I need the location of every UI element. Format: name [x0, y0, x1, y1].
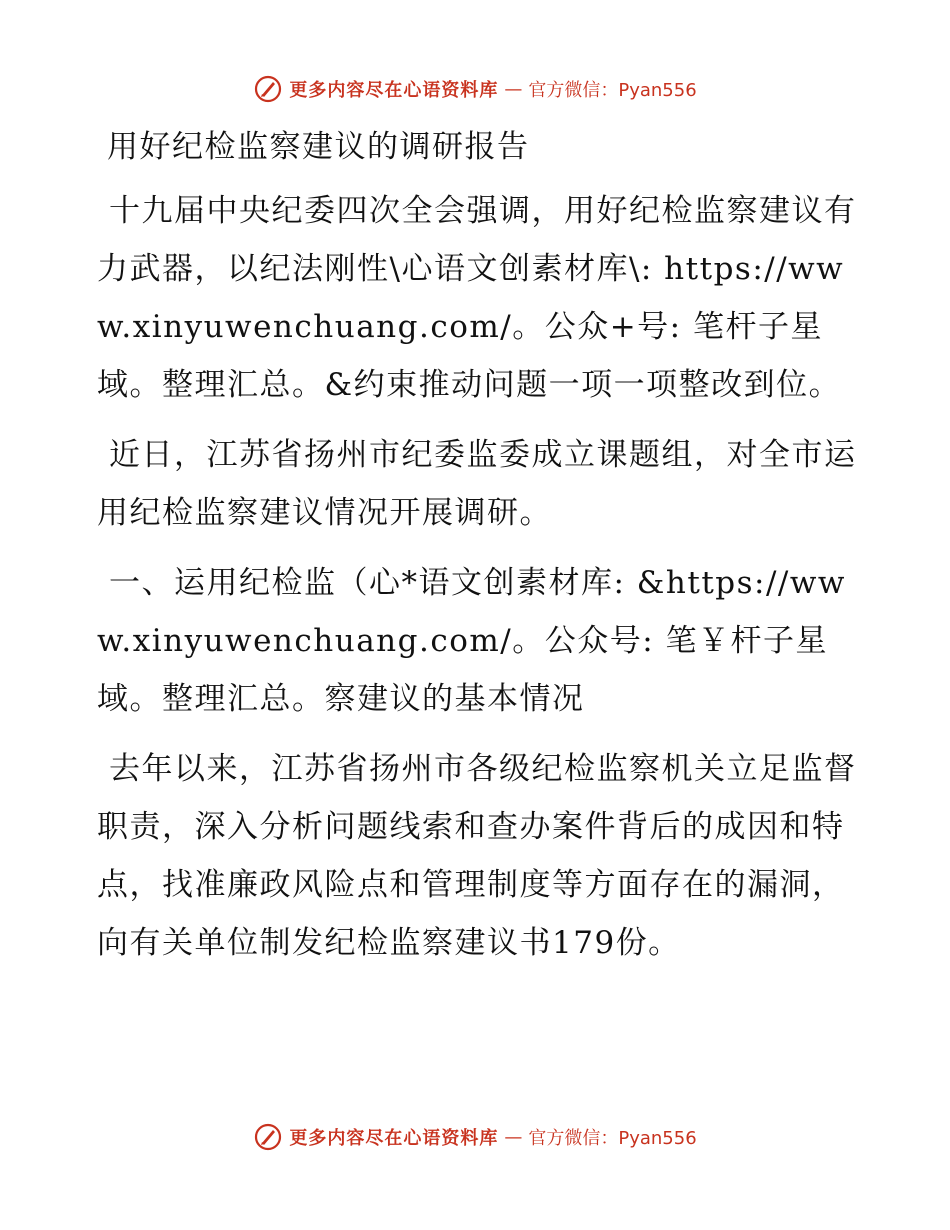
quill-seal-icon: [253, 1122, 283, 1152]
watermark-wechat: 官方微信：Pyan556: [528, 80, 697, 101]
watermark-separator: —: [504, 78, 523, 100]
watermark-brand: 更多内容尽在心语资料库: [289, 80, 499, 101]
paragraph: 一、运用纪检监（心*语文创素材库: &https://www.xinyuwenchuang.com/。公众号: 笔￥杆子星域。整理汇总。察建议的基本情况: [97, 565, 846, 717]
watermark-separator: —: [504, 1126, 523, 1148]
paragraph: 十九届中央纪委四次全会强调，用好纪检监察建议有力武器，以纪法刚性\心语文创素材库\: https://www.xinyuwenchuang.com/。公众+号: 笔杆子星域。整理汇总。&约束推动问题一项一项整改到位。: [97, 193, 857, 403]
watermark-wechat: 官方微信：Pyan556: [528, 1128, 697, 1149]
document-title: 用好纪检监察建议的调研报告: [107, 129, 530, 165]
paragraph: 去年以来，江苏省扬州市各级纪检监察机关立足监督职责，深入分析问题线索和查办案件背后的成因和特点，找准廉政风险点和管理制度等方面存在的漏洞，向有关单位制发纪检监察建议书179份。: [97, 751, 857, 961]
paragraph: 近日，江苏省扬州市纪委监委成立课题组，对全市运用纪检监察建议情况开展调研。: [97, 437, 857, 531]
document-body: [97, 122, 857, 984]
footer-watermark: [0, 1122, 950, 1152]
quill-seal-icon: [253, 74, 283, 104]
header-watermark: [0, 74, 950, 104]
watermark-brand: 更多内容尽在心语资料库: [289, 1128, 499, 1149]
